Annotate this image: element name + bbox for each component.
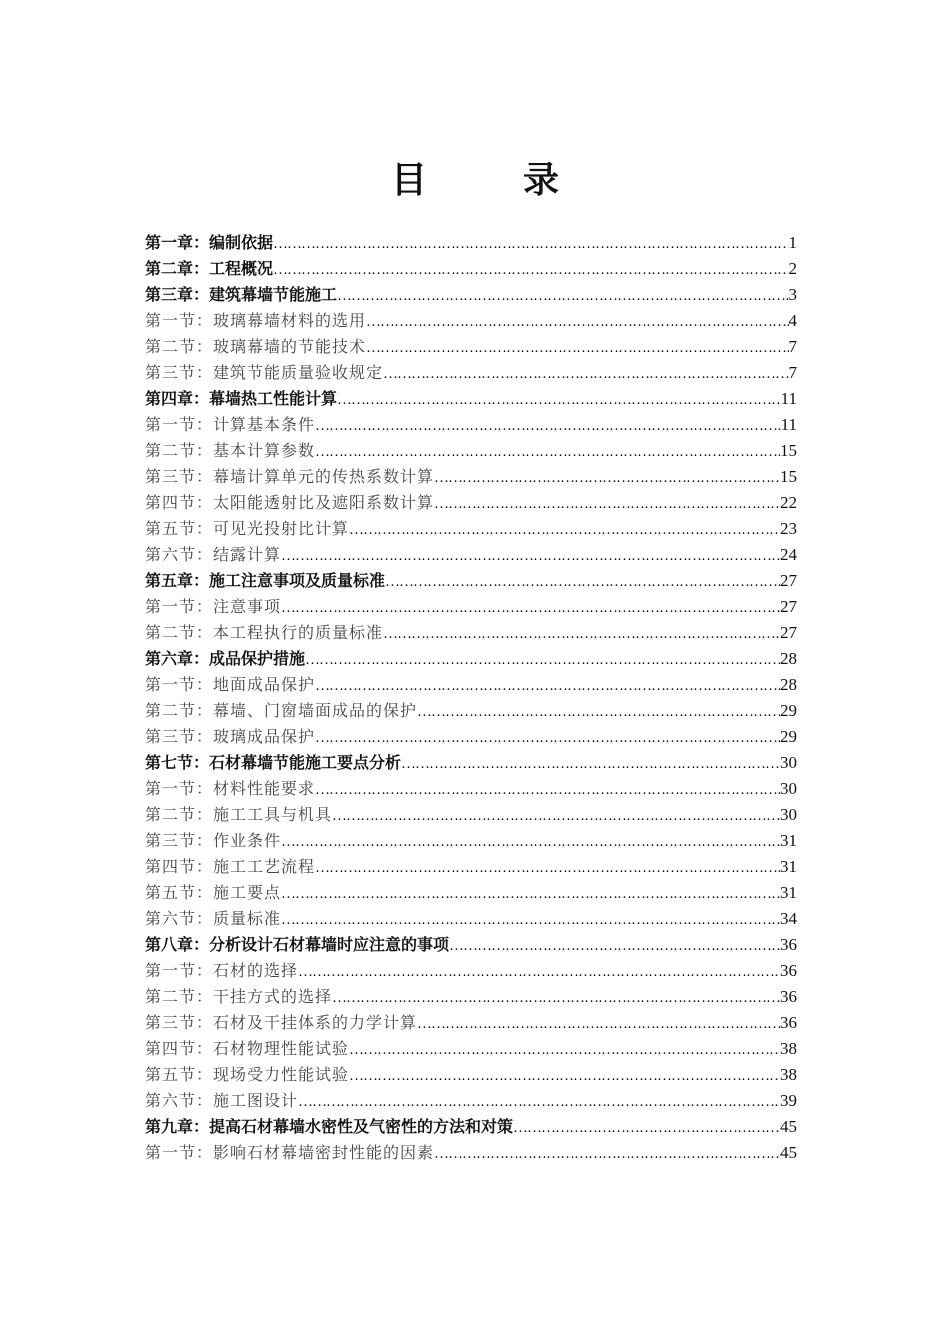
toc-section-entry[interactable] — [145, 1010, 797, 1036]
dot-leader — [315, 439, 780, 465]
dot-leader — [383, 361, 788, 387]
dot-leader — [298, 1089, 780, 1115]
toc-page-number: 27 — [780, 597, 797, 616]
toc-section-entry[interactable] — [145, 880, 797, 906]
toc-entry-label: 第一节：玻璃幕墙材料的选用 — [145, 311, 367, 330]
dot-leader — [349, 1037, 780, 1063]
dot-leader — [349, 517, 780, 543]
dot-leader — [417, 699, 780, 725]
toc-page-number: 1 — [788, 233, 797, 252]
dot-leader — [315, 413, 781, 439]
toc-entry-label: 第五章：施工注意事项及质量标准 — [145, 571, 386, 590]
toc-section-entry[interactable] — [145, 906, 797, 932]
toc-page-number: 30 — [780, 779, 797, 798]
table-of-contents — [145, 230, 797, 1166]
toc-section-entry[interactable] — [145, 672, 797, 698]
toc-chapter-entry[interactable] — [145, 1114, 797, 1140]
toc-entry-label: 第一节：影响石材幕墙密封性能的因素 — [145, 1143, 435, 1162]
toc-page-number: 45 — [780, 1143, 797, 1162]
toc-chapter-entry[interactable] — [145, 282, 797, 308]
toc-page-number: 30 — [780, 753, 797, 772]
dot-leader — [281, 543, 780, 569]
toc-section-entry[interactable] — [145, 464, 797, 490]
toc-page-number: 11 — [780, 389, 797, 408]
dot-leader — [337, 387, 781, 413]
dot-leader — [281, 907, 780, 933]
dot-leader — [417, 1011, 780, 1037]
toc-section-entry[interactable] — [145, 854, 797, 880]
toc-chapter-entry[interactable] — [145, 750, 797, 776]
toc-section-entry[interactable] — [145, 698, 797, 724]
toc-entry-label: 第二节：干挂方式的选择 — [145, 987, 333, 1006]
toc-page-number: 45 — [780, 1117, 797, 1136]
toc-page-number: 15 — [780, 441, 797, 460]
toc-section-entry[interactable] — [145, 828, 797, 854]
toc-chapter-entry[interactable] — [145, 568, 797, 594]
toc-entry-label: 第三节：幕墙计算单元的传热系数计算 — [145, 467, 435, 486]
dot-leader — [315, 673, 780, 699]
dot-leader — [349, 1063, 780, 1089]
toc-entry-label: 第四节：施工工艺流程 — [145, 857, 316, 876]
toc-section-entry[interactable] — [145, 1062, 797, 1088]
dot-leader — [315, 777, 780, 803]
toc-entry-label: 第一章：编制依据 — [145, 233, 274, 252]
dot-leader — [305, 647, 780, 673]
toc-section-entry[interactable] — [145, 724, 797, 750]
dot-leader — [366, 309, 788, 335]
toc-entry-label: 第二节：幕墙、门窗墙面成品的保护 — [145, 701, 418, 720]
toc-page-number: 36 — [780, 961, 797, 980]
toc-entry-label: 第六节：施工图设计 — [145, 1091, 299, 1110]
toc-page-number: 39 — [780, 1091, 797, 1110]
dot-leader — [332, 803, 780, 829]
toc-chapter-entry[interactable] — [145, 230, 797, 256]
toc-page-number: 31 — [780, 857, 797, 876]
toc-section-entry[interactable] — [145, 802, 797, 828]
toc-section-entry[interactable] — [145, 438, 797, 464]
toc-page-number: 36 — [780, 987, 797, 1006]
toc-entry-label: 第三节：建筑节能质量验收规定 — [145, 363, 384, 382]
toc-page-number: 4 — [788, 311, 797, 330]
toc-page-number: 30 — [780, 805, 797, 824]
toc-entry-label: 第三节：玻璃成品保护 — [145, 727, 316, 746]
toc-entry-label: 第一节：计算基本条件 — [145, 415, 316, 434]
toc-section-entry[interactable] — [145, 776, 797, 802]
toc-page-number: 36 — [780, 935, 797, 954]
toc-page-number: 31 — [780, 831, 797, 850]
dot-leader — [401, 751, 780, 777]
dot-leader — [449, 933, 780, 959]
dot-leader — [383, 621, 780, 647]
toc-entry-label: 第五节：现场受力性能试验 — [145, 1065, 350, 1084]
toc-entry-label: 第一节：材料性能要求 — [145, 779, 316, 798]
toc-section-entry[interactable] — [145, 360, 797, 386]
toc-entry-label: 第六节：质量标准 — [145, 909, 282, 928]
dot-leader — [434, 491, 780, 517]
toc-chapter-entry[interactable] — [145, 256, 797, 282]
dot-leader — [281, 881, 780, 907]
toc-entry-label: 第九章：提高石材幕墙水密性及气密性的方法和对策 — [145, 1117, 514, 1136]
dot-leader — [434, 465, 780, 491]
dot-leader — [332, 985, 780, 1011]
toc-page-number: 23 — [780, 519, 797, 538]
dot-leader — [273, 231, 788, 257]
toc-section-entry[interactable] — [145, 984, 797, 1010]
dot-leader — [281, 829, 780, 855]
toc-chapter-entry[interactable] — [145, 386, 797, 412]
toc-section-entry[interactable] — [145, 620, 797, 646]
toc-section-entry[interactable] — [145, 412, 797, 438]
toc-entry-label: 第二节：基本计算参数 — [145, 441, 316, 460]
toc-page-number: 2 — [788, 259, 797, 278]
toc-entry-label: 第六节：结露计算 — [145, 545, 282, 564]
toc-entry-label: 第五节：可见光投射比计算 — [145, 519, 350, 538]
toc-entry-label: 第二节：本工程执行的质量标准 — [145, 623, 384, 642]
toc-section-entry[interactable] — [145, 594, 797, 620]
toc-entry-label: 第三节：作业条件 — [145, 831, 282, 850]
toc-page-number: 27 — [780, 571, 797, 590]
toc-entry-label: 第八章：分析设计石材幕墙时应注意的事项 — [145, 935, 450, 954]
toc-entry-label: 第六章：成品保护措施 — [145, 649, 306, 668]
dot-leader — [385, 569, 780, 595]
dot-leader — [315, 855, 780, 881]
dot-leader — [434, 1141, 780, 1167]
toc-section-entry[interactable] — [145, 516, 797, 542]
toc-section-entry[interactable] — [145, 1036, 797, 1062]
toc-page-number: 29 — [780, 701, 797, 720]
toc-page-number: 27 — [780, 623, 797, 642]
toc-page-number: 7 — [788, 363, 797, 382]
toc-entry-label: 第一节：注意事项 — [145, 597, 282, 616]
toc-entry-label: 第五节：施工要点 — [145, 883, 282, 902]
toc-entry-label: 第二节：玻璃幕墙的节能技术 — [145, 337, 367, 356]
toc-page-number: 3 — [788, 285, 797, 304]
toc-section-entry[interactable] — [145, 1140, 797, 1166]
toc-page-number: 11 — [780, 415, 797, 434]
toc-chapter-entry[interactable] — [145, 932, 797, 958]
dot-leader — [366, 335, 788, 361]
toc-entry-label: 第三章：建筑幕墙节能施工 — [145, 285, 338, 304]
toc-section-entry[interactable] — [145, 542, 797, 568]
toc-entry-label: 第七节：石材幕墙节能施工要点分析 — [145, 753, 402, 772]
toc-entry-label: 第四章：幕墙热工性能计算 — [145, 389, 338, 408]
toc-page-number: 28 — [780, 675, 797, 694]
dot-leader — [337, 283, 788, 309]
dot-leader — [315, 725, 780, 751]
toc-chapter-entry[interactable] — [145, 646, 797, 672]
toc-page-number: 38 — [780, 1039, 797, 1058]
toc-page-number: 36 — [780, 1013, 797, 1032]
toc-page-number: 24 — [780, 545, 797, 564]
toc-page-number: 38 — [780, 1065, 797, 1084]
toc-section-entry[interactable] — [145, 490, 797, 516]
toc-entry-label: 第二节：施工工具与机具 — [145, 805, 333, 824]
toc-page-number: 22 — [780, 493, 797, 512]
toc-entry-label: 第三节：石材及干挂体系的力学计算 — [145, 1013, 418, 1032]
toc-entry-label: 第一节：石材的选择 — [145, 961, 299, 980]
toc-entry-label: 第二章：工程概况 — [145, 259, 274, 278]
dot-leader — [281, 595, 780, 621]
toc-page-number: 31 — [780, 883, 797, 902]
toc-page-number: 34 — [780, 909, 797, 928]
toc-section-entry[interactable] — [145, 308, 797, 334]
toc-title: 目 录 — [390, 160, 589, 202]
dot-leader — [513, 1115, 780, 1141]
toc-entry-label: 第四节：太阳能透射比及遮阳系数计算 — [145, 493, 435, 512]
toc-page-number: 28 — [780, 649, 797, 668]
toc-section-entry[interactable] — [145, 1088, 797, 1114]
dot-leader — [273, 257, 788, 283]
toc-page-number: 7 — [788, 337, 797, 356]
toc-section-entry[interactable] — [145, 958, 797, 984]
toc-section-entry[interactable] — [145, 334, 797, 360]
toc-page-number: 15 — [780, 467, 797, 486]
toc-entry-label: 第四节：石材物理性能试验 — [145, 1039, 350, 1058]
toc-entry-label: 第一节：地面成品保护 — [145, 675, 316, 694]
dot-leader — [298, 959, 780, 985]
toc-page-number: 29 — [780, 727, 797, 746]
